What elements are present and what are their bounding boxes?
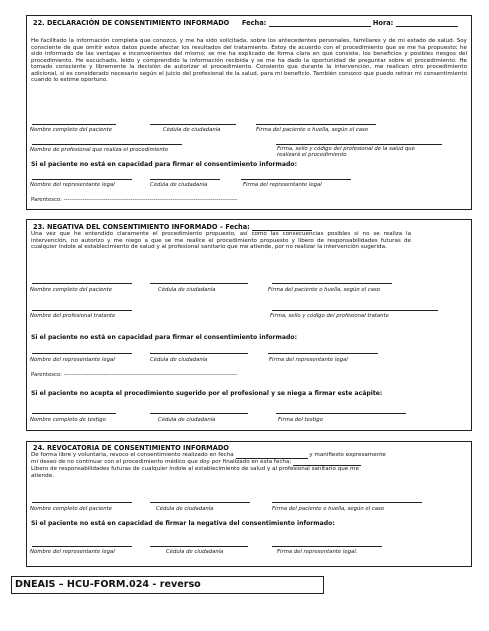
sig-rep-name: Nombre del representante legal [30,182,115,188]
rep-sign-line-23[interactable] [268,353,378,354]
sig-witness-sign: Firma del testigo [278,417,323,423]
patient-name-line-23[interactable] [32,283,132,284]
patient-sign-line-23[interactable] [272,283,392,284]
witness-id-line[interactable] [150,413,248,414]
section-23-box [26,219,472,431]
sig-patient-sign-24: Firma del paciente o huella, según el caso [272,506,384,512]
section-22-text: He facilitado la información completa que conozco, y me ha sido solicitada, sobre los antecedentes personales, familiares y de mi estado de salud. Soy consciente de que omitir estos datos puede afectar los resultados del tratamiento. Estoy de acuerdo con el procedimiento que se me ha propuesto; he sido informado de las ventajas e inconvenientes del mismo; se me ha explicado de forma clara en qué consiste, los beneficios y posibles riesgos del procedimiento. He escuchado, leído y comprendido la información recibida y se me ha dado la oportunidad de preguntar sobre el procedimiento. He tomado consciente y libremente la decisión de autorizar el procedimiento. Consiento que durante la intervención, me realicen otro procedimiento adicional, si es considerado necesario según el juicio del profesional de la salud, para mi beneficio. También conozco que puedo retirar mi consentimiento cuando lo estime oportuno. [31,38,467,84]
prof-sign-line[interactable] [276,144,442,145]
fecha-field[interactable] [269,26,371,27]
sig-patient-name-23: Nombre completo del paciente [30,287,112,293]
sig-patient-sign: Firma del paciente o huella, según el caso [256,127,368,133]
hora-field[interactable] [396,26,458,27]
witness-name-line[interactable] [32,413,116,414]
section-24-line-3: Libero de responsabilidades futuras de cualquier índole al establecimiento de salud y al profesional sanitario que me [31,466,359,472]
parentesco-22[interactable]: Parentesco: ------------------------------------------------------------------------------------------- [31,197,238,203]
section-23-title: 23. NEGATIVA DEL CONSENTIMIENTO INFORMADO – Fecha: [33,223,250,231]
section-24-line-4: atiende. [31,473,54,479]
sig-rep-id-23: Cédula de ciudadanía [150,357,208,363]
section-23-header [33,223,312,231]
sig-patient-name-24: Nombre completo del paciente [30,506,112,512]
section-22-header [33,19,458,27]
section-22-title: 22. DECLARACIÓN DE CONSENTIMIENTO INFORMADO [33,19,230,27]
sig-patient-id: Cédula de ciudadanía [163,127,221,133]
sig-prof-sign-2: realizará el procedimiento [277,152,347,158]
sig-rep-sign: Firma del representante legal [243,182,322,188]
rep-id-line-23[interactable] [150,353,248,354]
sig-rep-sign-24: Firma del representante legal. [277,549,358,555]
sig-witness-name: Nombre completo de testigo [30,417,106,423]
section-24-title: 24. REVOCATORIA DE CONSENTIMIENTO INFORMADO [33,444,229,452]
refuse-23: Si el paciente no acepta el procedimiento sugerido por el profesional y se niega a firmar este acápite: [31,390,383,397]
sig-patient-name: Nombre completo del paciente [30,127,112,133]
incapacity-22: Si el paciente no está en capacidad para firmar el consentimiento informado: [31,161,298,168]
rep-id-line[interactable] [150,179,220,180]
patient-id-line[interactable] [150,124,236,125]
incapacity-24: Si el paciente no está en capacidad de firmar la negativa del consentimiento informado: [31,520,335,527]
hora-label: Hora: [372,19,394,27]
sig-prof-sign-23: Firma, sello y código del profesional tratante [270,313,389,319]
prof-sign-line-23[interactable] [272,310,438,311]
sig-prof-name: Nombre de profesional que realiza el procedimiento [30,147,169,153]
sig-rep-name-24: Nombre del representante legal [30,549,115,555]
patient-id-line-23[interactable] [150,283,248,284]
parentesco-23[interactable]: Parentesco: ------------------------------------------------------------------------------------------- [31,372,238,378]
sig-patient-sign-23: Firma del paciente o huella, según el caso [268,287,380,293]
patient-sign-line-24[interactable] [272,502,422,503]
patient-id-line-24[interactable] [150,502,250,503]
patient-name-line-24[interactable] [32,502,132,503]
sig-rep-id: Cédula de ciudadanía [150,182,208,188]
rep-name-line[interactable] [32,179,132,180]
section-23-text: Una vez que he entendido claramente el procedimiento propuesto, así como las consecuencias posibles si no se realiza la intervención, no autorizo y me niego a que se me realice el procedimiento propuesto y libero de responsabilidades futuras de cualquier índole al establecimiento de salud y al profesional sanitario que me atiende, por no realizar la intervención sugerida. [31,231,411,251]
sig-prof-name-23: Nombre del profesional tratante [30,313,116,319]
fecha-label: Fecha: [241,19,267,27]
sig-prof-sign-1: Firma, sello y código del profesional de la salud que [277,146,415,152]
witness-sign-line[interactable] [276,413,406,414]
form-code-footer: DNEAIS – HCU-FORM.024 - reverso [11,576,324,594]
prof-name-line-23[interactable] [32,310,132,311]
rep-name-line-23[interactable] [32,353,132,354]
sig-rep-id-24: Cédula de ciudadanía [166,549,224,555]
rep-id-line-24[interactable] [150,546,248,547]
patient-name-line[interactable] [32,124,116,125]
sig-rep-sign-23: Firma del representante legal [269,357,348,363]
patient-sign-line[interactable] [256,124,376,125]
sig-witness-id: Cédula de ciudadanía [158,417,216,423]
sig-patient-id-23: Cédula de ciudadanía [158,287,216,293]
sig-rep-name-23: Nombre del representante legal [30,357,115,363]
sig-patient-id-24: Cédula de ciudadanía [156,506,214,512]
incapacity-23: Si el paciente no está en capacidad para firmar el consentimiento informado: [31,334,298,341]
section-24-line-2: mi deseo de no continuar con el procedimiento médico que doy por finalizado en esta fecha: [31,459,461,466]
rep-sign-line-24[interactable] [272,546,382,547]
rep-name-line-24[interactable] [32,546,132,547]
prof-name-line[interactable] [32,144,182,145]
section-24-line-1: De forma libre y voluntaria, revoco el consentimiento realizado en fecha y manifiesto expresamente [31,452,386,458]
rep-sign-line[interactable] [241,179,351,180]
